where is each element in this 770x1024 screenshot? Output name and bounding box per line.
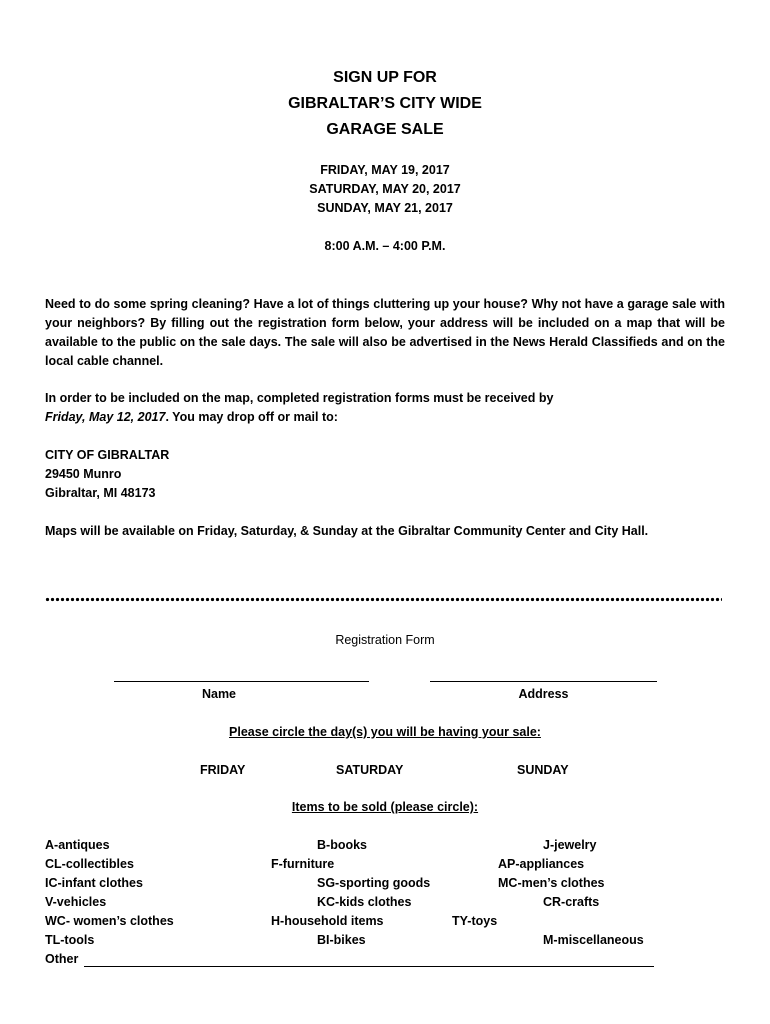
name-field-line[interactable] <box>114 681 369 682</box>
dotted-cut-line <box>45 597 722 602</box>
date-friday: FRIDAY, MAY 19, 2017 <box>320 163 450 177</box>
day-option-friday[interactable]: FRIDAY <box>200 763 246 777</box>
item-mens-clothes[interactable]: MC-men’s clothes <box>498 876 605 890</box>
title-line-1: SIGN UP FOR <box>333 69 437 86</box>
item-tools[interactable]: TL-tools <box>45 933 95 947</box>
items-prompt-text: Items to be sold (please circle): <box>291 800 479 814</box>
date-saturday: SATURDAY, MAY 20, 2017 <box>309 182 461 196</box>
deadline-line-2 <box>45 410 338 424</box>
address-line-1: CITY OF GIBRALTAR <box>45 448 170 462</box>
address-field-line[interactable] <box>430 681 657 682</box>
deadline-text: In order to be included on the map, completed registration forms must be received by <box>45 391 554 405</box>
sale-hours: 8:00 A.M. – 4:00 P.M. <box>324 239 446 253</box>
other-label: Other <box>45 952 79 966</box>
item-bikes[interactable]: BI-bikes <box>317 933 366 947</box>
intro-paragraph: Need to do some spring cleaning? Have a lot of things cluttering up your house? Why not have a garage sale with your neighbors? By filling out the registration form below, your address will be included on a map that will be available to the public on the sale days. The sale will also be advertised in the News Herald Classifieds and on the local cable channel. <box>45 297 725 368</box>
day-option-saturday[interactable]: SATURDAY <box>336 763 404 777</box>
items-prompt <box>0 800 770 814</box>
days-prompt <box>0 725 770 739</box>
item-toys[interactable]: TY-toys <box>452 914 498 928</box>
address-line-3: Gibraltar, MI 48173 <box>45 486 156 500</box>
item-womens-clothes[interactable]: WC- women’s clothes <box>45 914 174 928</box>
item-jewelry[interactable]: J-jewelry <box>543 838 597 852</box>
item-kids-clothes[interactable]: KC-kids clothes <box>317 895 412 909</box>
item-books[interactable]: B-books <box>317 838 367 852</box>
address-line-2: 29450 Munro <box>45 467 122 481</box>
title-line-3: GARAGE SALE <box>326 121 444 138</box>
deadline-date: Friday, May 12, 2017 <box>45 410 166 424</box>
title-line-2: GIBRALTAR’S CITY WIDE <box>288 95 482 112</box>
item-infant-clothes[interactable]: IC-infant clothes <box>45 876 143 890</box>
day-option-sunday[interactable]: SUNDAY <box>517 763 569 777</box>
other-field-line[interactable] <box>84 966 654 967</box>
name-label: Name <box>201 687 237 701</box>
item-appliances[interactable]: AP-appliances <box>498 857 585 871</box>
maps-note: Maps will be available on Friday, Saturday, & Sunday at the Gibraltar Community Center and City Hall. <box>45 524 649 538</box>
deadline-rest: . You may drop off or mail to: <box>165 410 338 424</box>
days-prompt-text: Please circle the day(s) you will be having your sale: <box>229 725 541 739</box>
item-furniture[interactable]: F-furniture <box>271 857 335 871</box>
item-sporting-goods[interactable]: SG-sporting goods <box>317 876 431 890</box>
item-collectibles[interactable]: CL-collectibles <box>45 857 134 871</box>
item-crafts[interactable]: CR-crafts <box>543 895 600 909</box>
item-antiques[interactable]: A-antiques <box>45 838 110 852</box>
registration-form-heading: Registration Form <box>335 633 435 647</box>
date-sunday: SUNDAY, MAY 21, 2017 <box>317 201 453 215</box>
item-vehicles[interactable]: V-vehicles <box>45 895 107 909</box>
item-household-items[interactable]: H-household items <box>271 914 384 928</box>
address-label: Address <box>518 687 569 701</box>
item-miscellaneous[interactable]: M-miscellaneous <box>543 933 644 947</box>
